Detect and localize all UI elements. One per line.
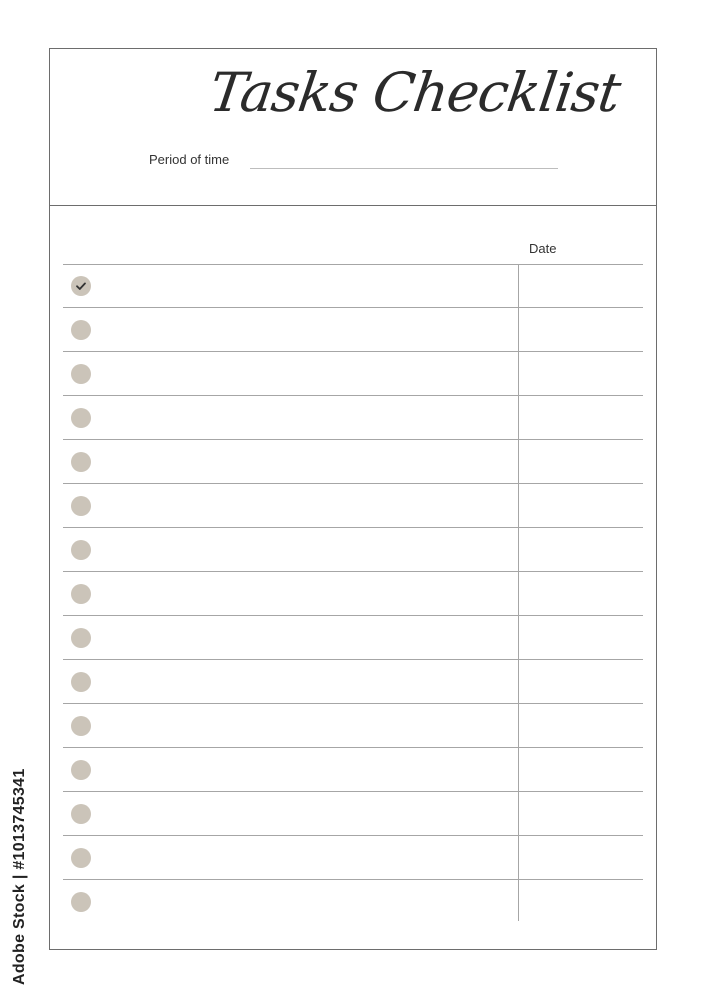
- checkbox[interactable]: [71, 848, 91, 868]
- checkbox[interactable]: [71, 496, 91, 516]
- checklist-header: [50, 49, 656, 206]
- task-row: [63, 836, 643, 880]
- checkbox[interactable]: [71, 672, 91, 692]
- page-title: Tasks Checklist: [205, 61, 624, 124]
- date-column-header: Date: [529, 241, 557, 256]
- checkmark-icon: [71, 276, 91, 296]
- task-row: [63, 352, 643, 396]
- task-row: [63, 748, 643, 792]
- checkbox[interactable]: [71, 804, 91, 824]
- task-row: [63, 792, 643, 836]
- checkbox[interactable]: [71, 452, 91, 472]
- checkbox[interactable]: [71, 716, 91, 736]
- checkbox[interactable]: [71, 628, 91, 648]
- checkbox[interactable]: [71, 584, 91, 604]
- checkbox[interactable]: [71, 760, 91, 780]
- task-row: [63, 616, 643, 660]
- task-row: [63, 572, 643, 616]
- checkbox[interactable]: [71, 408, 91, 428]
- checkbox[interactable]: [71, 364, 91, 384]
- checked-checkbox[interactable]: [71, 276, 91, 296]
- task-row: [63, 264, 643, 308]
- checklist-sheet: [49, 48, 657, 950]
- task-row: [63, 704, 643, 748]
- task-row: [63, 440, 643, 484]
- task-row: [63, 484, 643, 528]
- task-row: [63, 396, 643, 440]
- checkbox[interactable]: [71, 320, 91, 340]
- task-row: [63, 660, 643, 704]
- task-table: [63, 264, 643, 922]
- task-row: [63, 308, 643, 352]
- stock-id-watermark: Adobe Stock | #1013745341: [11, 768, 28, 985]
- checkbox[interactable]: [71, 892, 91, 912]
- checkbox[interactable]: [71, 540, 91, 560]
- task-row: [63, 880, 643, 924]
- period-of-time-label: Period of time: [149, 152, 230, 167]
- task-row: [63, 528, 643, 572]
- period-of-time-field[interactable]: [250, 168, 558, 169]
